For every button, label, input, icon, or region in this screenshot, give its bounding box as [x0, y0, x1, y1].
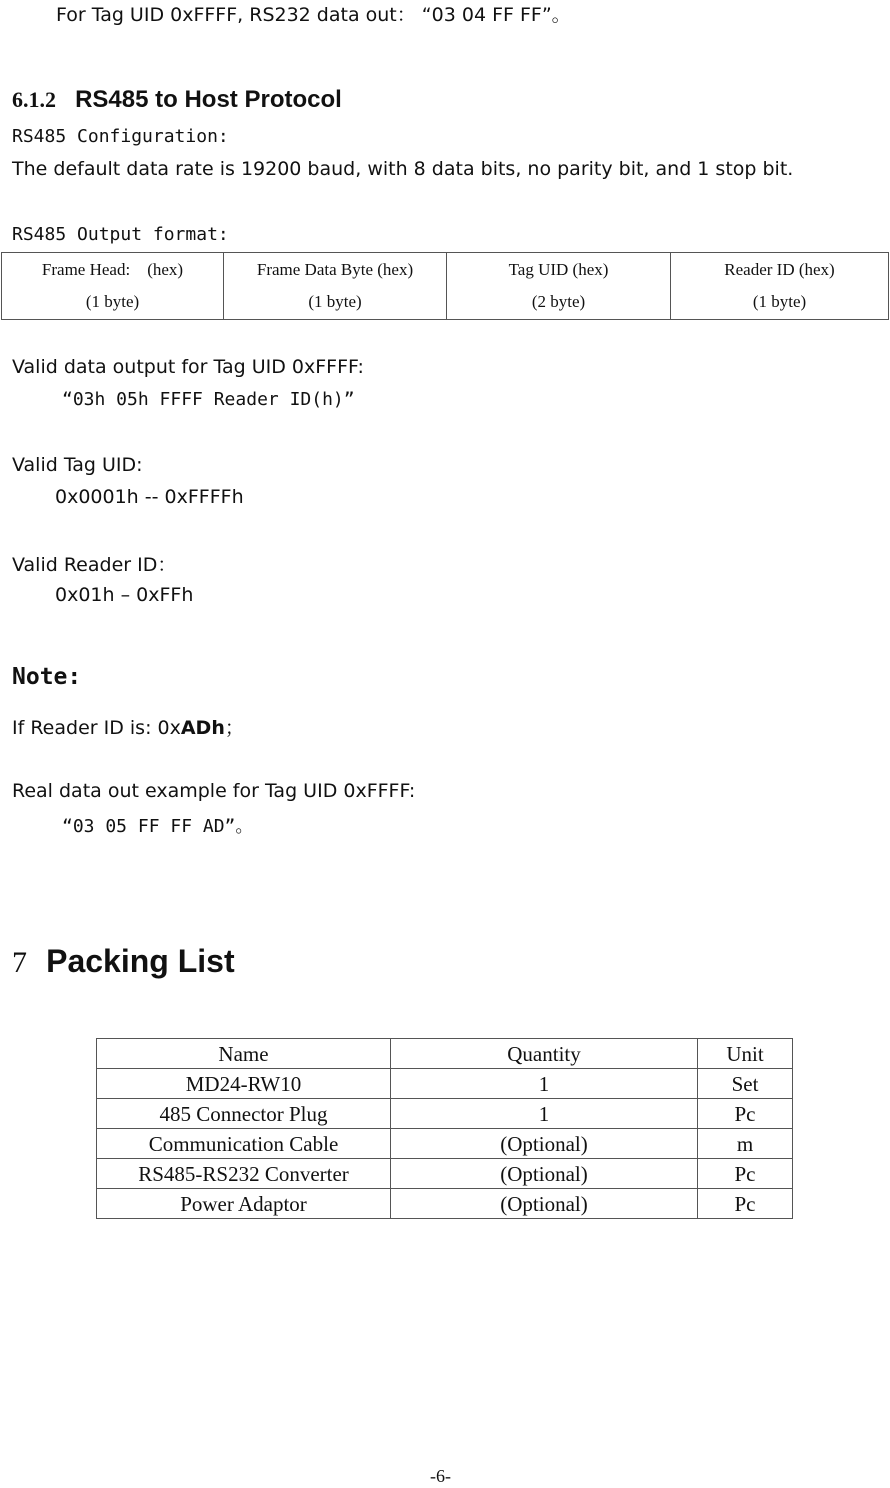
cell-name: RS485-RS232 Converter	[97, 1159, 391, 1189]
cell-field-size: (1 byte)	[308, 292, 362, 311]
cell-quantity: (Optional)	[391, 1159, 698, 1189]
cell-field-name: Frame Head: (hex)	[41, 260, 184, 279]
cell-field-name: Reader ID (hex)	[724, 260, 835, 279]
note-reader-line	[12, 713, 244, 740]
cell-name: 485 Connector Plug	[97, 1099, 391, 1129]
section-title: Packing List	[46, 943, 235, 979]
cell-name: MD24-RW10	[97, 1069, 391, 1099]
cell-quantity: 1	[391, 1099, 698, 1129]
table-cell	[447, 253, 671, 320]
note-reader-value: ADh	[180, 717, 225, 739]
cell-quantity: (Optional)	[391, 1129, 698, 1159]
table-row	[97, 1099, 793, 1129]
config-label: RS485 Configuration:	[12, 126, 229, 147]
page-number: -6-	[430, 1466, 451, 1486]
valid-uid-value: 0x0001h -- 0xFFFFh	[55, 486, 244, 508]
table-row	[97, 1069, 793, 1099]
cell-field-name: Tag UID (hex)	[508, 260, 609, 279]
valid-output-value: “03h 05h FFFF Reader ID(h)”	[62, 389, 355, 410]
section-number: 6.1.2	[12, 87, 56, 112]
example-value: “03 05 FF FF AD”。	[62, 816, 254, 837]
note-reader-suffix: ；	[224, 717, 244, 739]
cell-quantity: 1	[391, 1069, 698, 1099]
header-unit: Unit	[698, 1039, 793, 1069]
cell-field-size: (2 byte)	[531, 292, 586, 311]
format-label: RS485 Output format:	[12, 224, 229, 245]
cell-field-size: (1 byte)	[752, 292, 807, 311]
cell-name: Power Adaptor	[97, 1189, 391, 1219]
intro-line: For Tag UID 0xFFFF, RS232 data out： “03 04 FF FF”。	[56, 4, 571, 26]
cell-field-name: Frame Data Byte (hex)	[256, 260, 414, 279]
table-row	[97, 1159, 793, 1189]
note-title: Note:	[12, 664, 82, 690]
section-title: RS485 to Host Protocol	[75, 86, 342, 113]
table-cell	[2, 253, 224, 320]
valid-reader-label: Valid Reader ID：	[12, 554, 177, 576]
cell-name: Communication Cable	[97, 1129, 391, 1159]
section-heading-6-1-2	[12, 86, 342, 114]
config-text: The default data rate is 19200 baud, with 8 data bits, no parity bit, and 1 stop bit.	[12, 158, 794, 180]
example-label: Real data out example for Tag UID 0xFFFF:	[12, 780, 416, 802]
valid-reader-value: 0x01h – 0xFFh	[55, 584, 194, 606]
output-format-table	[1, 252, 889, 320]
note-reader-prefix: If Reader ID is: 0x	[12, 717, 181, 739]
cell-unit: Set	[698, 1069, 793, 1099]
cell-field-size: (1 byte)	[85, 292, 140, 311]
table-row	[97, 1129, 793, 1159]
table-row	[97, 1189, 793, 1219]
cell-quantity: (Optional)	[391, 1189, 698, 1219]
header-quantity: Quantity	[391, 1039, 698, 1069]
cell-unit: m	[698, 1129, 793, 1159]
table-row	[2, 253, 889, 320]
packing-list-table	[96, 1038, 793, 1219]
cell-unit: Pc	[698, 1159, 793, 1189]
cell-unit: Pc	[698, 1189, 793, 1219]
section-heading-7	[12, 943, 235, 980]
header-name: Name	[97, 1039, 391, 1069]
table-cell	[224, 253, 447, 320]
table-header-row	[97, 1039, 793, 1069]
section-number: 7	[12, 946, 27, 979]
valid-uid-label: Valid Tag UID:	[12, 454, 143, 476]
table-cell	[671, 253, 889, 320]
cell-unit: Pc	[698, 1099, 793, 1129]
valid-output-label: Valid data output for Tag UID 0xFFFF:	[12, 356, 364, 378]
